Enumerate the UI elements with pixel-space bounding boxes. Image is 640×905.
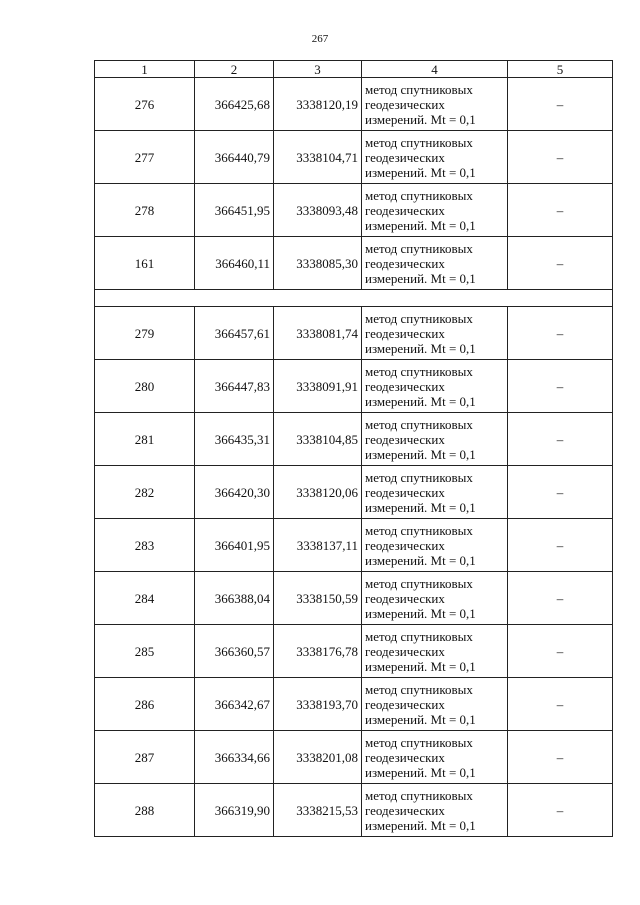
table-row <box>95 519 613 572</box>
point-number-cell: 284 <box>95 572 195 625</box>
note-cell: – <box>508 184 613 237</box>
method-cell: метод спутниковых геодезических измерений. Mt = 0,1 <box>362 413 508 466</box>
method-cell: метод спутниковых геодезических измерений. Mt = 0,1 <box>362 678 508 731</box>
x-coordinate-cell: 366447,83 <box>195 360 274 413</box>
note-cell: – <box>508 413 613 466</box>
table-row <box>95 731 613 784</box>
point-number-cell: 286 <box>95 678 195 731</box>
note-cell: – <box>508 237 613 290</box>
header-cell: 4 <box>362 61 508 78</box>
table-row <box>95 184 613 237</box>
header-cell: 5 <box>508 61 613 78</box>
y-coordinate-cell: 3338193,70 <box>274 678 362 731</box>
method-cell: метод спутниковых геодезических измерений. Mt = 0,1 <box>362 519 508 572</box>
table-row <box>95 466 613 519</box>
note-cell: – <box>508 131 613 184</box>
note-cell: – <box>508 519 613 572</box>
point-number-cell: 288 <box>95 784 195 837</box>
x-coordinate-cell: 366319,90 <box>195 784 274 837</box>
x-coordinate-cell: 366334,66 <box>195 731 274 784</box>
table-header-row <box>95 61 613 78</box>
method-cell: метод спутниковых геодезических измерений. Mt = 0,1 <box>362 184 508 237</box>
y-coordinate-cell: 3338120,19 <box>274 78 362 131</box>
point-number-cell: 277 <box>95 131 195 184</box>
note-cell: – <box>508 625 613 678</box>
table-group-2 <box>95 307 613 837</box>
method-cell: метод спутниковых геодезических измерений. Mt = 0,1 <box>362 731 508 784</box>
y-coordinate-cell: 3338091,91 <box>274 360 362 413</box>
method-cell: метод спутниковых геодезических измерений. Mt = 0,1 <box>362 78 508 131</box>
note-cell: – <box>508 572 613 625</box>
note-cell: – <box>508 360 613 413</box>
point-number-cell: 279 <box>95 307 195 360</box>
note-cell: – <box>508 78 613 131</box>
y-coordinate-cell: 3338137,11 <box>274 519 362 572</box>
point-number-cell: 285 <box>95 625 195 678</box>
x-coordinate-cell: 366388,04 <box>195 572 274 625</box>
table-row <box>95 678 613 731</box>
y-coordinate-cell: 3338201,08 <box>274 731 362 784</box>
y-coordinate-cell: 3338120,06 <box>274 466 362 519</box>
table-separator-row <box>95 290 613 307</box>
point-number-cell: 280 <box>95 360 195 413</box>
table-row <box>95 131 613 184</box>
x-coordinate-cell: 366342,67 <box>195 678 274 731</box>
y-coordinate-cell: 3338104,85 <box>274 413 362 466</box>
x-coordinate-cell: 366440,79 <box>195 131 274 184</box>
x-coordinate-cell: 366420,30 <box>195 466 274 519</box>
method-cell: метод спутниковых геодезических измерений. Mt = 0,1 <box>362 131 508 184</box>
y-coordinate-cell: 3338085,30 <box>274 237 362 290</box>
method-cell: метод спутниковых геодезических измерений. Mt = 0,1 <box>362 466 508 519</box>
table-group-1 <box>95 78 613 290</box>
note-cell: – <box>508 678 613 731</box>
header-cell: 1 <box>95 61 195 78</box>
x-coordinate-cell: 366435,31 <box>195 413 274 466</box>
table-row <box>95 784 613 837</box>
point-number-cell: 282 <box>95 466 195 519</box>
y-coordinate-cell: 3338215,53 <box>274 784 362 837</box>
method-cell: метод спутниковых геодезических измерений. Mt = 0,1 <box>362 307 508 360</box>
method-cell: метод спутниковых геодезических измерений. Mt = 0,1 <box>362 237 508 290</box>
note-cell: – <box>508 307 613 360</box>
method-cell: метод спутниковых геодезических измерений. Mt = 0,1 <box>362 625 508 678</box>
point-number-cell: 281 <box>95 413 195 466</box>
point-number-cell: 276 <box>95 78 195 131</box>
note-cell: – <box>508 466 613 519</box>
y-coordinate-cell: 3338150,59 <box>274 572 362 625</box>
x-coordinate-cell: 366425,68 <box>195 78 274 131</box>
header-cell: 2 <box>195 61 274 78</box>
x-coordinate-cell: 366401,95 <box>195 519 274 572</box>
table-row <box>95 360 613 413</box>
point-number-cell: 287 <box>95 731 195 784</box>
point-number-cell: 283 <box>95 519 195 572</box>
note-cell: – <box>508 731 613 784</box>
y-coordinate-cell: 3338093,48 <box>274 184 362 237</box>
table-row <box>95 625 613 678</box>
y-coordinate-cell: 3338081,74 <box>274 307 362 360</box>
point-number-cell: 278 <box>95 184 195 237</box>
y-coordinate-cell: 3338176,78 <box>274 625 362 678</box>
coordinates-table <box>94 60 613 837</box>
header-cell: 3 <box>274 61 362 78</box>
table-row <box>95 78 613 131</box>
y-coordinate-cell: 3338104,71 <box>274 131 362 184</box>
note-cell: – <box>508 784 613 837</box>
table-row <box>95 572 613 625</box>
point-number-cell: 161 <box>95 237 195 290</box>
x-coordinate-cell: 366457,61 <box>195 307 274 360</box>
x-coordinate-cell: 366451,95 <box>195 184 274 237</box>
table-row <box>95 237 613 290</box>
x-coordinate-cell: 366460,11 <box>195 237 274 290</box>
method-cell: метод спутниковых геодезических измерений. Mt = 0,1 <box>362 360 508 413</box>
table-row <box>95 307 613 360</box>
method-cell: метод спутниковых геодезических измерений. Mt = 0,1 <box>362 572 508 625</box>
table-row <box>95 413 613 466</box>
x-coordinate-cell: 366360,57 <box>195 625 274 678</box>
method-cell: метод спутниковых геодезических измерений. Mt = 0,1 <box>362 784 508 837</box>
page-number: 267 <box>311 33 329 45</box>
